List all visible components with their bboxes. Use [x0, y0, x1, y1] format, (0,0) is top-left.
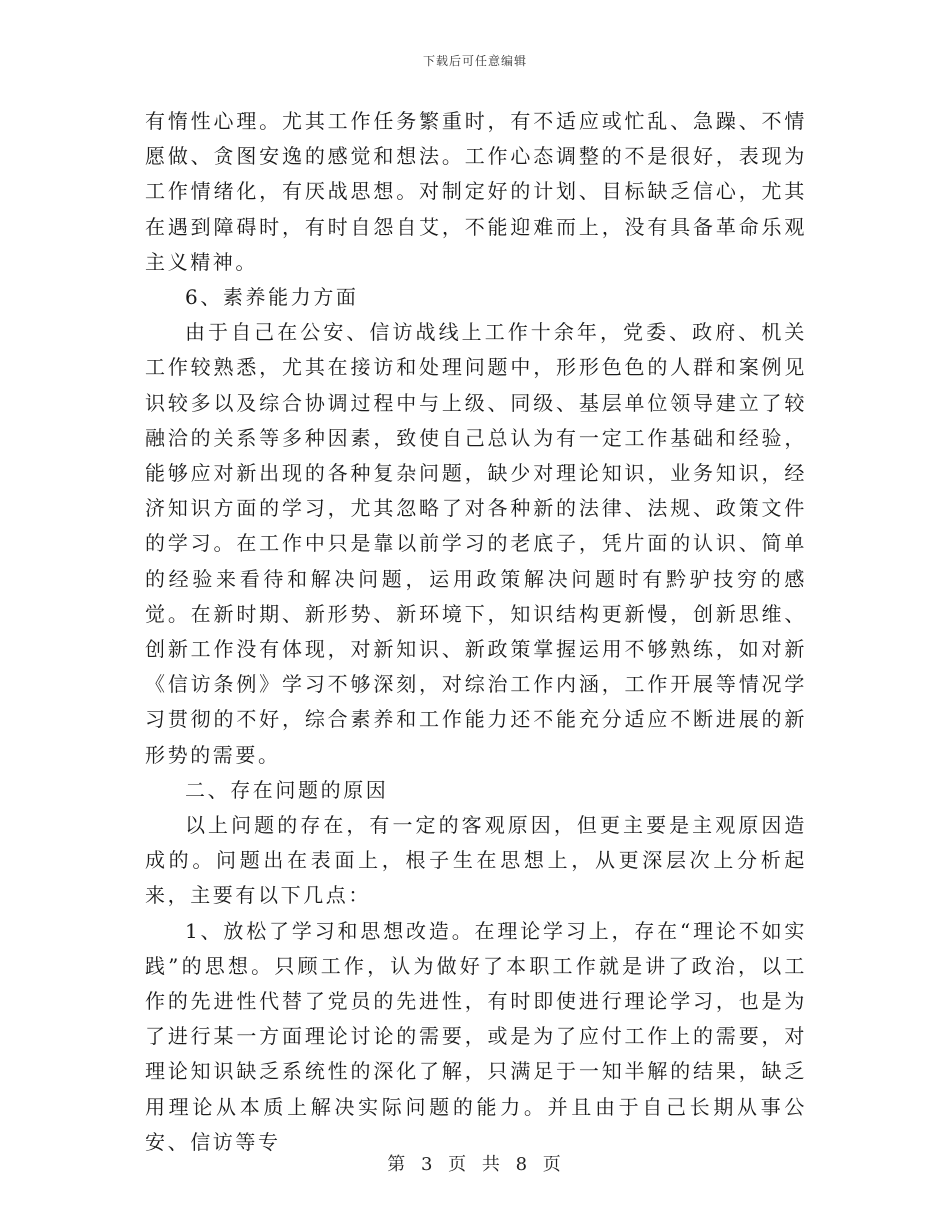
- paragraph-continued: 有惰性心理。尤其工作任务繁重时，有不适应或忙乱、急躁、不情愿做、贪图安逸的感觉和想法。工作心态调整的不是很好，表现为工作情绪化，有厌战思想。对制定好的计划、目标缺乏信心，尤其在遇到障碍时，有时自怨自艾，不能迎难而上，没有具备革命乐观主义精神。: [145, 109, 807, 274]
- paragraph-literacy: 由于自己在公安、信访战线上工作十余年，党委、政府、机关工作较熟悉，尤其在接访和处理问题中，形形色色的人群和案例见识较多以及综合协调过程中与上级、同级、基层单位领导建立了较融洽的关系等多种因素，致使自己总认为有一定工作基础和经验，能够应对新出现的各种复杂问题，缺少对理论知识，业务知识，经济知识方面的学习，尤其忽略了对各种新的法律、法规、政策文件的学习。在工作中只是靠以前学习的老底子，凭片面的认识、简单的经验来看待和解决问题，运用政策解决问题时有黔驴技穷的感觉。在新时期、新形势、新环境下，知识结构更新慢，创新思维、创新工作没有体现，对新知识、新政策掌握运用不够熟练，如对新《信访条例》学习不够深刻，对综治工作内涵，工作开展等情况学习贯彻的不好，综合素养和工作能力还不能充分适应不断进展的新形势的需要。: [145, 320, 807, 767]
- footer-suffix: 页: [542, 1154, 563, 1175]
- total-pages-number: 8: [515, 1154, 530, 1175]
- footer-prefix: 第: [387, 1154, 408, 1175]
- document-body: [145, 104, 807, 1160]
- footer-page-label: 页: [448, 1154, 469, 1175]
- paragraph-cause-1: 1、放松了学习和思想改造。在理论学习上，存在“理论不如实践”的思想。只顾工作，认为做好了本职工作就是讲了政治，以工作的先进性代替了党员的先进性，有时即使进行理论学习，也是为了进行某一方面理论讨论的需要，或是为了应付工作上的需要，对理论知识缺乏系统性的深化了解，只满足于一知半解的结果，缺乏用理论从本质上解决实际问题的能力。并且由于自己长期从事公安、信访等专: [145, 918, 807, 1154]
- section-heading-literacy: 6、素养能力方面: [185, 285, 359, 310]
- footer-total-label: 共: [481, 1154, 502, 1175]
- page-number-footer: [0, 1150, 950, 1176]
- paragraph-causes-intro: 以上问题的存在，有一定的客观原因，但更主要是主观原因造成的。问题出在表面上，根子生在思想上，从更深层次上分析起来，主要有以下几点：: [145, 813, 807, 908]
- header-note: 下载后可任意编辑: [422, 54, 527, 68]
- current-page-number: 3: [420, 1154, 435, 1175]
- section-heading-causes: 二、存在问题的原因: [185, 777, 389, 802]
